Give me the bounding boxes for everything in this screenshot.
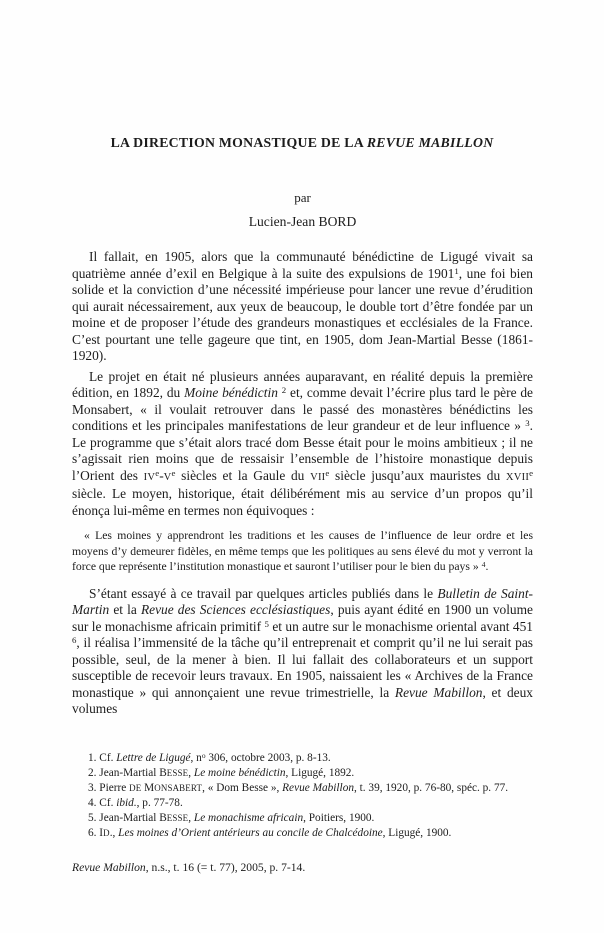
text-segment: Le projet en était né plusieurs années auparavant, en réalité depuis la première édition, en 1892, du [72,368,533,400]
text-segment: IV [143,471,156,483]
text-segment: 5. Jean-Martial B [88,811,167,824]
text-segment: et un autre sur le monachisme oriental avant 451 [268,618,533,634]
text-segment: , une foi bien solide et la conviction d’une nécessité impérieuse pour lancer une revue d’érudition qui aurait nécessairement, aux yeux de beaucoup, le double tort d’être fondée par un moine et de proposer l’étude des grandeurs monastiques et ecclésiales de la France. C’est pourtant une telle gageure que tint, en 1905, dom Jean-Martial Besse (1861-1920). [72,265,534,363]
text-segment: , il réalisa l’immensité de la tâche qu’il entreprenait et comprit qu’il ne lui serait pas possible, seul, de la mener à bien. Il lui fallait des collaborateurs et un support susceptible de recevoir leurs travaux. En 1905, naissaient les « Archives de la France monastique » qui annonçaient une revue trimestrielle, la [72,635,533,700]
footnote [72,826,533,841]
text-segment: 6 [72,635,77,646]
text-segment: , « Dom Besse », [202,781,283,794]
text-segment: Revue Mabillon [282,781,354,794]
text-segment: 3 [525,418,530,429]
text-segment: ESSE [166,812,189,823]
text-segment: M [141,781,155,794]
text-segment: ibid. [116,796,137,809]
text-segment: , Ligugé, 1892. [285,766,355,779]
text-segment: , Poitiers, 1900. [303,811,375,824]
text-segment: D [103,827,110,838]
text-segment: 5 [264,618,269,629]
text-segment: Le monachisme africain [193,811,304,824]
text-segment: 4. Cf. [88,796,117,809]
text-segment: e [325,467,330,478]
text-segment: siècles et la Gaule du [175,467,311,483]
text-segment: , puis ayant édité en 1900 un volume sur le monachisme africain primitif [72,602,533,634]
text-segment: V [163,471,172,483]
text-segment: Le moine bénédictin [193,766,286,779]
text-segment: , Ligugé, 1900. [382,826,452,839]
text-segment: 1 [454,265,459,276]
footnote [72,751,533,766]
byline-author: Lucien-Jean BORD [248,214,357,229]
text-segment: Revue Mabillon [394,684,483,700]
article-body [72,249,533,718]
text-segment: siècle. Le moyen, historique, était délibérément mis au service d’un propos qu’il énonça lui-même en termes non équivoques : [72,486,533,518]
text-segment: e [171,467,176,478]
text-segment: , [188,766,194,779]
text-segment: 306, octobre 2003, p. 8-13. [205,752,331,764]
byline-par: par [294,190,311,205]
page-title [62,135,542,151]
text-segment: Bulletin de Saint-Martin [72,585,533,618]
text-segment: Revue Mabillon [72,861,146,874]
text-segment: VII [310,471,326,483]
text-segment: 4 [481,559,486,569]
footnotes [72,751,533,840]
body-paragraph [72,249,533,365]
text-segment: . Le programme que s’était alors tracé dom Besse était pour le moins ambitieux ; il ne s’agissait rien moins que de ressaisir l’ensemble de l’histoire monastique depuis l’Orient des [72,418,533,483]
text-segment: e [529,467,533,478]
text-segment: Lettre de Ligugé [116,752,191,764]
text-segment: ONSABERT [154,782,203,793]
text-segment: REVUE MABILLON [366,135,494,150]
text-segment: , t. 39, 1920, p. 76-80, spéc. p. 77. [354,781,509,794]
text-segment: - [159,467,164,483]
text-segment: , et deux volumes [72,684,533,717]
text-segment: 2 [281,385,287,396]
text-segment: 3. Pierre [88,781,130,794]
footnote [72,796,533,811]
text-segment: « Les moines y apprendront les traditions et les causes de l’influence de leur ordre et les moyens d’y demeurer fidèles, en même temps que les politiques au sens élevé du mot y verront la force que représente l’institution monastique et sauront l’utiliser pour le bien du pays » [72,529,533,574]
text-segment: ., [109,826,119,839]
footnote [72,811,533,826]
text-segment: e [155,467,160,478]
text-segment: XVII [505,471,530,483]
text-segment: LA DIRECTION MONASTIQUE DE LA [110,135,367,150]
text-segment: , n [190,752,202,764]
text-segment: siècle jusqu’aux mauristes du [329,467,506,483]
text-segment: . [485,560,489,574]
footnote [72,766,533,781]
text-segment: , n.s., t. 16 (= t. 77), 2005, p. 7-14. [145,861,306,874]
body-paragraph [72,369,533,520]
text-segment: Il fallait, en 1905, alors que la communauté bénédictine de Ligugé vivait sa quatrième année d’exil en Belgique à la suite des expulsions de 1901 [72,249,533,281]
text-segment: ESSE [166,767,189,778]
text-segment: 1. Cf. [88,752,117,764]
text-segment: 2. Jean-Martial B [88,766,167,779]
body-paragraph [72,586,533,718]
text-segment: Revue des Sciences ecclésiastiques [140,602,331,618]
text-segment: et la [109,602,141,618]
text-segment: DE [129,782,142,793]
footnote [72,781,533,796]
text-segment: et, comme devait l’écrire plus tard le père de Monsabert, « il voulait retrouver dans le passé des monastères bénédictins les conditions et les principales manifestations de leur grandeur et de leur influence » [72,385,533,433]
text-segment: Moine bénédictin [184,385,278,400]
text-segment: 6. I [88,826,104,839]
block-quote [72,528,533,575]
journal-footer [72,861,533,874]
text-segment: S’étant essayé à ce travail par quelques articles publiés dans le [89,585,438,601]
text-segment: , p. 77-78. [136,796,183,809]
text-segment: o [201,750,206,760]
text-segment: Les moines d’Orient antérieurs au concile de Chalcédoine [118,826,383,839]
text-segment: , [188,811,194,824]
